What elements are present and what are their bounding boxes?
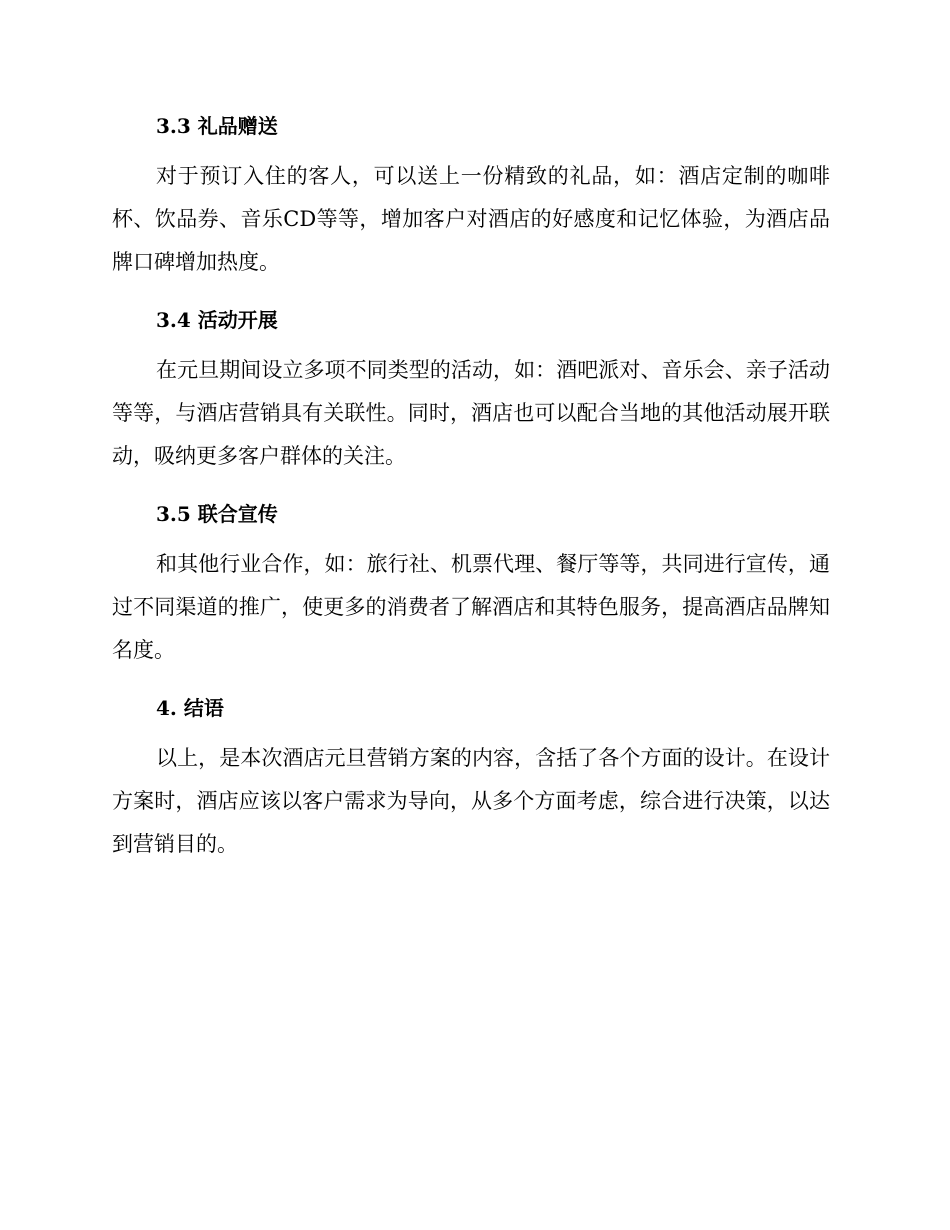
section-3-3 [112, 106, 830, 284]
section-3-5 [112, 494, 830, 672]
section-4 [112, 688, 830, 866]
section-heading: 4. 结语 [156, 696, 224, 720]
section-paragraph: 以上，是本次酒店元旦营销方案的内容，含括了各个方面的设计。在设计方案时，酒店应该以客户需求为导向，从多个方面考虑，综合进行决策，以达到营销目的。 [112, 746, 830, 856]
section-paragraph: 和其他行业合作，如：旅行社、机票代理、餐厅等等，共同进行宣传，通过不同渠道的推广，使更多的消费者了解酒店和其特色服务，提高酒店品牌知名度。 [112, 552, 830, 662]
section-3-4 [112, 300, 830, 478]
section-paragraph: 在元旦期间设立多项不同类型的活动，如：酒吧派对、音乐会、亲子活动等等，与酒店营销具有关联性。同时，酒店也可以配合当地的其他活动展开联动，吸纳更多客户群体的关注。 [112, 358, 830, 468]
section-heading: 3.5 联合宣传 [156, 502, 278, 526]
section-heading: 3.3 礼品赠送 [156, 114, 278, 138]
document-body [112, 106, 830, 882]
section-heading: 3.4 活动开展 [156, 308, 278, 332]
section-paragraph: 对于预订入住的客人，可以送上一份精致的礼品，如：酒店定制的咖啡杯、饮品券、音乐CD等等，增加客户对酒店的好感度和记忆体验，为酒店品牌口碑增加热度。 [112, 164, 830, 274]
